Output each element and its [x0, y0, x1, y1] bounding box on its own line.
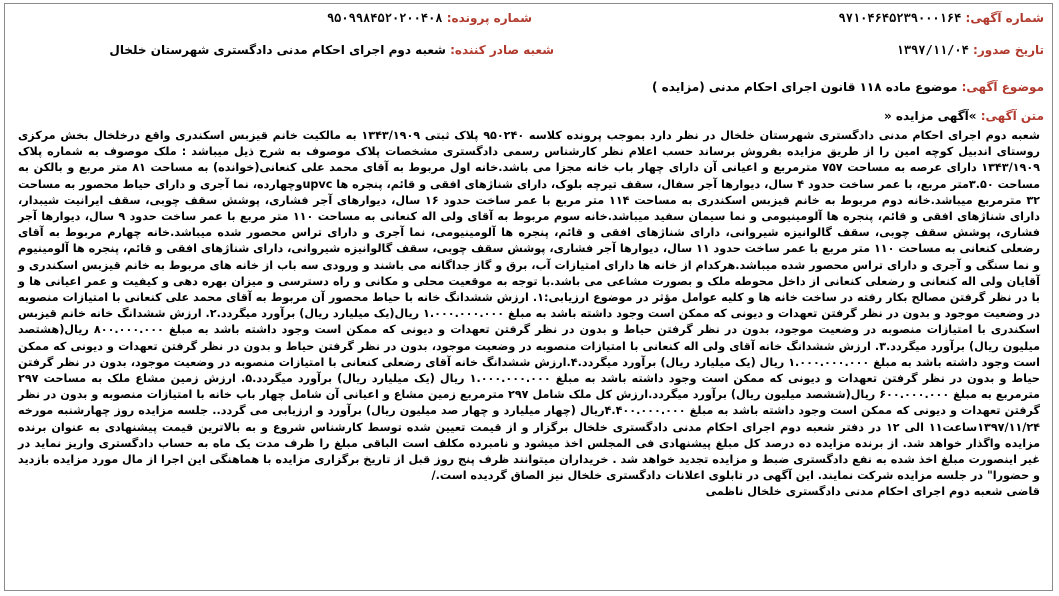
notice-body-text: شعبه دوم اجرای احکام مدنی دادگستری شهرستان خلخال در نظر دارد بموجب پرونده کلاسه ۹۵۰۲۴۰ پلاک ثبتی ۱۳۴۳/۱۹۰۹ به مالکیت خانم قیزبس اسکندری واقع درخلخال بخش مرکزی روستای اندبیل کوچه امین را از طریق مزایده بفروش برساند حسب اعلام نظر کارشناس رسمی دادگستری مشخصات پلاک موصوف به شرح ذیل میباشد : ملک موصوف به شماره پلاک ۱۳۴۳/۱۹۰۹ دارای عرصه به مساحت ۷۵۷ مترمربع و اعیانی آن دارای چهار باب خانه مجزا می باشد.خانه اول مربوط به آقای محمد علی کنعانی(خوانده) به مساحت ۸۱ متر مربع و بالکن به مساحت ۳.۵۰متر مربع، با عمر ساخت حدود ۴ سال، دیوارها آجر سفال، سقف تیرچه بلوک، دارای شناژهای افقی و قائم، پنجره ها upvcوچهارده، نما آجری و دارای حیاط محصور به مساحت ۳۲ مترمربع میباشد.خانه دوم مربوط به خانم قیزبس اسکندری به مساحت ۱۱۴ متر مربع با عمر ساخت حدود ۱۶ سال، دیوارهای آجر فشاری، پوشش سقف چوبی، سقف ایرانیت شیبدار، دارای شناژهای افقی و قائم، پنجره ها آلومینیومی و نما سیمان سفید میباشد.خانه سوم مربوط به آقای ولی اله کنعانی به مساحت ۱۱۰ متر مربع با عمر ساخت حدود ۹ سال، دیوارها آجر فشاری، پوشش سقف چوبی، سقف گالوانیزه شیروانی، دارای شناژهای افقی و قائم، پنجره ها آلومینیومی، نما آجری و دارای تراس محصور شده میباشد.خانه چهارم مربوط به آقای رضعلی کنعانی به مساحت ۱۱۰ متر مربع با عمر ساخت حدود ۱۱ سال، دیوارها آجر فشاری، پوشش سقف چوبی، سقف گالوانیزه شیروانی، دارای شناژهای افقی و قائم، پنجره ها آلومینیوم و نما سنگی و آجری و دارای تراس محصور شده میباشد.هرکدام از خانه ها دارای امتیازات آب، برق و گاز جداگانه می باشند و ورودی سه باب از خانه های مربوط به خانم قیزبس اسکندری و آقایان ولی اله کنعانی و رضعلی کنعانی از داخل محوطه ملک و بصورت مشاعی می باشد.با توجه به موقعیت محلی و مکانی و راه دسترسی و میزان بهره دهی و کیفیت و عمر اعیانی ها و با در نظر گرفتن مصالح بکار رفته در ساخت خانه ها و کلیه عوامل مؤثر در موضوع ارزیابی:۱. ارزش ششدانگ خانه با حیاط محصور آن مربوط به آقای محمد علی کنعانی با امتیازات منصوبه در وضعیت موجود و بدون در نظر گرفتن تعهدات و دیونی که ممکن است وجود داشته باشد به مبلغ ۱.۰۰۰.۰۰۰.۰۰۰ ریال(یک میلیارد ریال) برآورد میگردد.۲. ارزش ششدانگ خانه خانم قیزبس اسکندری با امتیازات منصوبه در وضعیت موجود، بدون در نظر گرفتن حیاط و بدون در نظر گرفتن تعهدات و دیونی که ممکن است وجود داشته باشد به مبلغ ۸۰۰.۰۰۰.۰۰۰ ریال(هشتصد میلیون ریال) برآورد میگردد.۳. ارزش ششدانگ خانه آقای ولی اله کنعانی با امتیازات منصوبه در وضعیت موجود، بدون در نظر گرفتن حیاط و بدون در نظر گرفتن تعهدات و دیونی که ممکن است وجود داشته باشد به مبلغ ۱.۰۰۰.۰۰۰.۰۰۰ ریال (یک میلیارد ریال) برآورد میگردد.۴.ارزش ششدانگ خانه آقای رضعلی کنعانی با امتیازات منصوبه در وضعیت موجود، بدون در نظر گرفتن حیاط و بدون در نظر گرفتن تعهدات و دیونی که ممکن است وجود داشته باشد به مبلغ ۱.۰۰۰.۰۰۰.۰۰۰ ریال (یک میلیارد ریال) برآورد میگردد.۵. ارزش زمین مشاع ملک به مساحت ۲۹۷ مترمربع به مبلغ ۶۰۰.۰۰۰.۰۰۰ ریال(ششصد میلیون ریال) برآورد میگردد.ارزش کل ملک شامل ۲۹۷ مترمربع زمین مشاع و اعیانی آن شامل چهار باب خانه با امتیازات منصوبه و بدون در نظر گرفتن تعهدات و دیونی که ممکن است وجود داشته باشد به مبلغ ۴.۴۰۰.۰۰۰.۰۰۰ریال (چهار میلیارد و چهار صد میلیون ریال) برآورد و ارزیابی می گردد.. جلسه مزایده روز چهارشنبه مورخه ۱۳۹۷/۱۱/۲۴ساعت۱۱ الی ۱۲ در دفتر شعبه دوم اجرای احکام مدنی دادگستری خلخال برگزار و از قیمت تعیین شده توسط کارشناس شروع و به بالاترین قیمت پیشنهادی به عنوان برنده مزایده واگذار خواهد شد. از برنده مزایده ده درصد کل مبلغ پیشنهادی فی المجلس اخذ میشود و نامبرده مکلف است الباقی مبلغ را ظرف مدت یک ماه به حساب دادگستری واریز نماید در غیر اینصورت مبلغ اخذ شده به نفع دادگستری ضبط و مزایده تجدید خواهد شد . خریداران میتوانند ظرف پنج روز قبل از تاریخ برگزاری مزایده با هماهنگی این اجرا از مال مورد مزایده بازدید و حضورا" در جلسه مزایده شرکت نمایند. این آگهی در تابلوی اعلانات دادگستری خلخال نیز الصاق گردیده است./: [18, 129, 1041, 483]
subject-label: موضوع آگهی:: [961, 80, 1044, 94]
issue-date-row: [897, 42, 1044, 58]
issue-date-label: تاریخ صدور:: [973, 43, 1044, 57]
notice-frame: [4, 3, 1053, 591]
text-title-row: [884, 108, 1044, 124]
text-title: »آگهی مزایده «: [884, 109, 977, 123]
text-label: متن آگهی:: [980, 109, 1044, 123]
subject: موضوع ماده ۱۱۸ قانون اجرای احکام مدنی (مزایده ): [652, 80, 958, 94]
issuing-branch: شعبه دوم اجرای احکام مدنی دادگستری شهرستان خلخال: [109, 43, 446, 57]
ad-number-row: [839, 10, 1045, 26]
case-number-row: [327, 10, 532, 26]
case-number: ۹۵۰۹۹۸۴۵۲۰۲۰۰۴۰۸: [326, 11, 443, 25]
subject-row: [652, 79, 1044, 95]
notice-body: [18, 128, 1040, 501]
issuing-branch-row: [109, 42, 554, 58]
issue-date: ۱۳۹۷/۱۱/۰۴: [896, 43, 969, 57]
issuing-branch-label: شعبه صادر کننده:: [450, 43, 554, 57]
signature: قاضی شعبه دوم اجرای احکام مدنی دادگستری خلخال ناظمی: [705, 485, 1040, 499]
ad-number: ۹۷۱۰۴۶۴۵۲۳۹۰۰۰۱۶۴: [838, 11, 962, 25]
ad-number-label: شماره آگهی:: [965, 11, 1044, 25]
case-number-label: شماره پرونده:: [446, 11, 532, 25]
